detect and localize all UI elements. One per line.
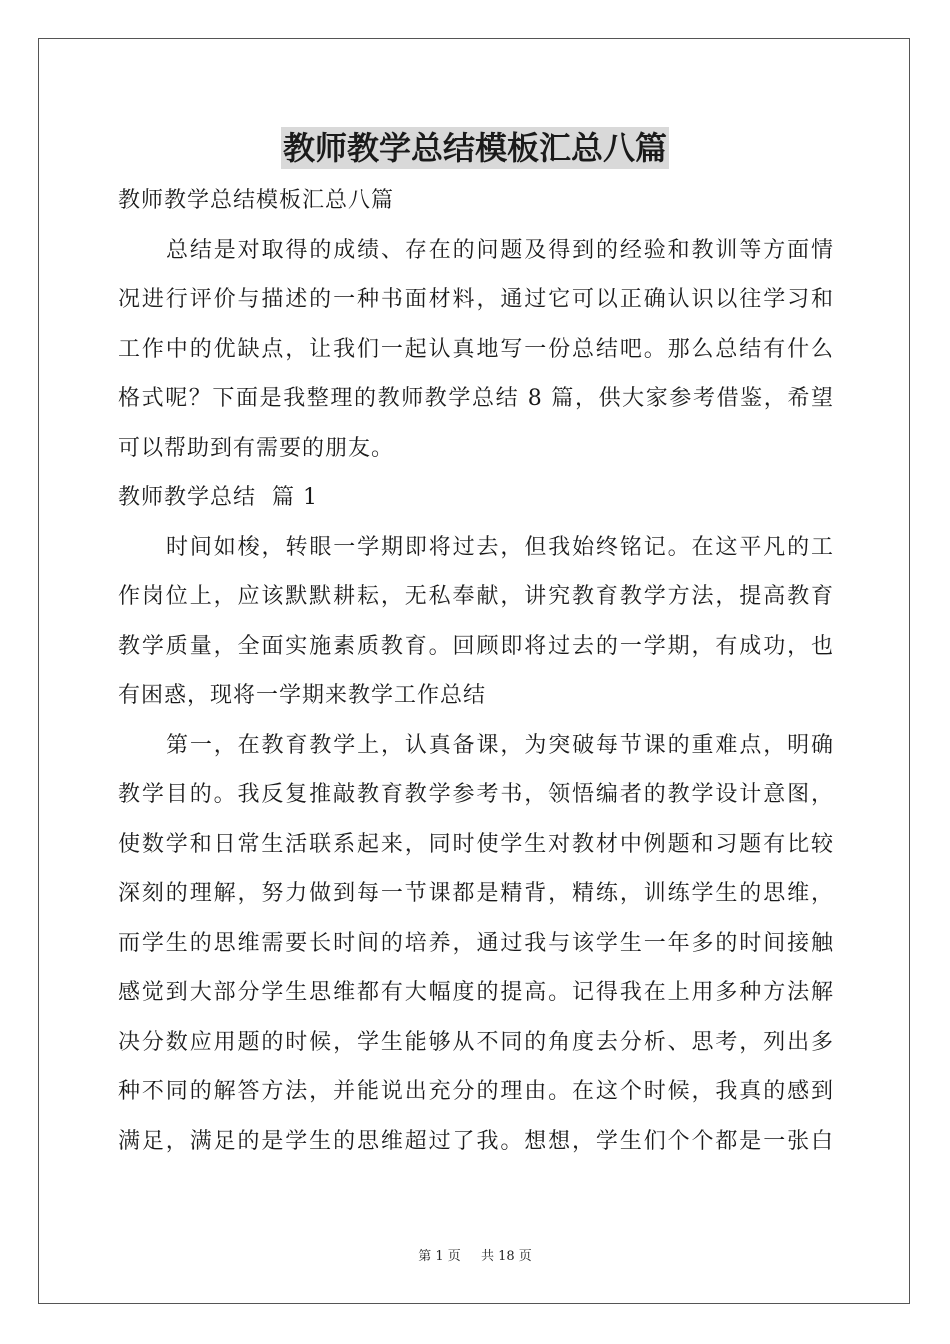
subtitle: 教师教学总结模板汇总八篇 [118,188,395,213]
para1-line: 时间如梭，转眼一学期即将过去，但我始终铭记。在这平凡的工 [166,534,834,560]
para2-line: 而学生的思维需要长时间的培养，通过我与该学生一年多的时间接触 [118,930,834,956]
para2-line: 满足，满足的是学生的思维超过了我。想想，学生们个个都是一张白 [118,1128,834,1154]
document-body [118,176,834,1166]
section-heading: 教师教学总结 篇 1 [118,485,318,510]
intro-line: 可以帮助到有需要的朋友。 [118,435,395,461]
intro-line: 总结是对取得的成绩、存在的问题及得到的经验和教训等方面情 [166,237,834,263]
intro-line: 况进行评价与描述的一种书面材料，通过它可以正确认识以往学习和 [118,287,834,312]
para2-line: 深刻的理解，努力做到每一节课都是精背，精练，训练学生的思维， [118,881,834,906]
document-title: 教师教学总结模板汇总八篇 [282,129,667,167]
para2-line: 感觉到大部分学生思维都有大幅度的提高。记得我在上用多种方法解 [118,980,834,1005]
page-total: 共 18 页 [480,1249,532,1264]
para2-line: 种不同的解答方法，并能说出充分的理由。在这个时候，我真的感到 [118,1079,834,1104]
para2-line: 使数学和日常生活联系起来，同时使学生对教材中例题和习题有比较 [118,831,834,857]
page-number: 第 1 页 [418,1249,461,1264]
page-footer [0,1245,950,1264]
title-wrap [0,127,950,169]
para2-line: 教学目的。我反复推敲教育教学参考书，领悟编者的教学设计意图， [118,782,834,807]
para1-line: 教学质量，全面实施素质教育。回顾即将过去的一学期，有成功，也 [118,633,834,659]
intro-line: 工作中的优缺点，让我们一起认真地写一份总结吧。那么总结有什么 [118,336,834,362]
para2-line: 决分数应用题的时候，学生能够从不同的角度去分析、思考，列出多 [118,1029,834,1055]
intro-line: 格式呢？下面是我整理的教师教学总结 8 篇，供大家参考借鉴，希望 [118,386,834,411]
para1-line: 有困惑，现将一学期来教学工作总结 [118,683,487,708]
para1-line: 作岗位上，应该默默耕耘，无私奉献，讲究教育教学方法，提高教育 [118,584,834,609]
para2-line: 第一，在教育教学上，认真备课，为突破每节课的重难点，明确 [166,732,834,758]
